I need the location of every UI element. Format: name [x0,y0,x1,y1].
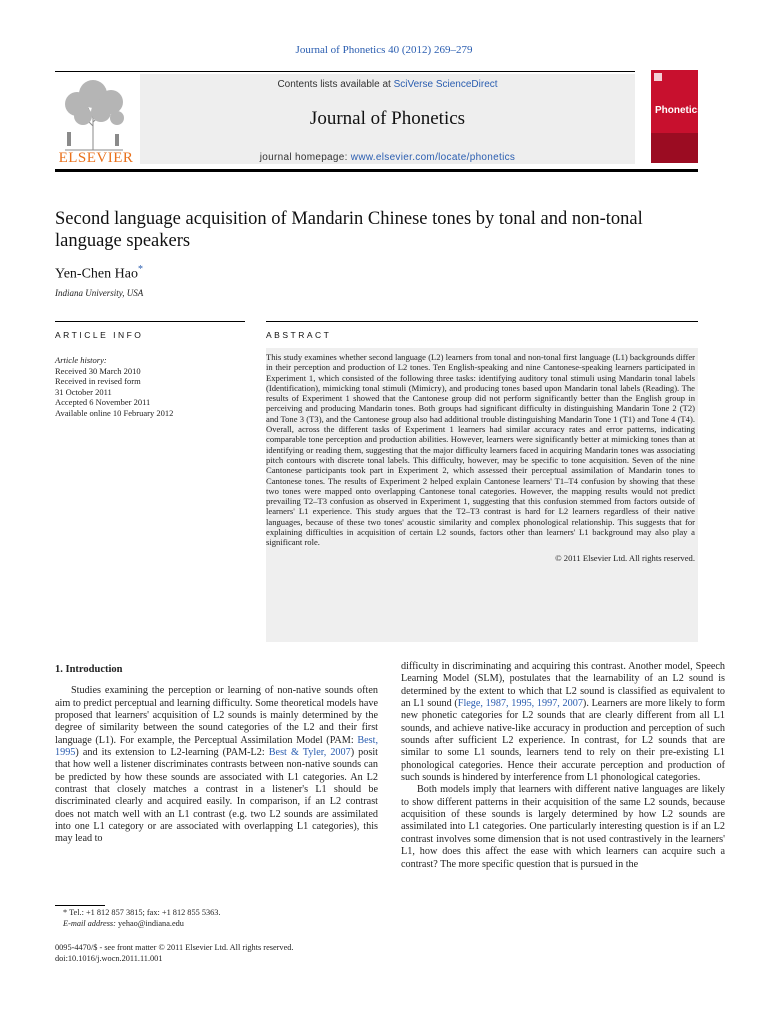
history-line: Accepted 6 November 2011 [55,397,151,407]
page-footer [55,942,293,964]
issn-line: 0095-4470/$ - see front matter © 2011 Elsevier Ltd. All rights reserved. [55,943,294,952]
cover-band [651,133,698,163]
banner-bottom-rule [55,169,698,172]
history-line: 31 October 2011 [55,386,112,397]
journal-title: Journal of Phonetics [309,108,466,129]
article-history [55,355,245,418]
homepage-line [140,152,635,163]
homepage-link[interactable]: www.elsevier.com/locate/phonetics [350,152,516,163]
author-footnote [63,908,221,929]
footnote-tel: * Tel.: +1 812 857 3815; fax: +1 812 855 5363. [63,908,221,917]
text-run: difficulty in discriminating and acquiring this contrast. Another model, Speech Learning Model (SLM), postulates that the learnability of an L2 sound is determined by the extent to which that L2 sound is classified as equivalent to an L1 sound ( [401,661,725,710]
citation-link[interactable]: Flege, 1987, 1995, 1997, 2007 [457,698,583,710]
footnote-rule [55,905,105,906]
sciencedirect-link[interactable]: SciVerse ScienceDirect [393,79,498,90]
author-text: Yen-Chen Hao [55,266,138,282]
author-name [55,264,143,283]
paragraph: Both models imply that learners with different native languages are likely to show different patterns in their acquisition of the same L2 sounds, because acquisition of these sounds is largely determined by how L2 sounds are assimilated into L1 categories. One particularly interesting question is if an L2 contrast involves some dimension that is not used contrastively in the learners' L1, how does this affect the ease with which learners can acquire such a contrast? The more specific question that is pursued in the [401,784,725,870]
author-footnote-mark[interactable]: * [137,264,143,275]
history-line: Available online 10 February 2012 [55,407,174,418]
abstract-heading: ABSTRACT [266,330,332,340]
email-address[interactable]: yehao@indiana.edu [118,918,184,928]
article-info-heading: ARTICLE INFO [55,330,144,340]
contents-line [140,79,635,90]
copyright: © 2011 Elsevier Ltd. All rights reserved. [555,552,695,563]
cover-logo-icon [654,73,662,81]
journal-reference[interactable]: Journal of Phonetics 40 (2012) 269–279 [295,44,473,56]
section-heading: 1. Introduction [55,664,123,675]
history-line: Received in revised form [55,376,141,386]
banner-center [140,74,635,164]
homepage-prefix: journal homepage: [259,152,351,163]
abstract-box [266,348,698,642]
cover-title: Phonetics [655,105,703,116]
citation-link[interactable]: Best & Tyler, 2007 [268,747,351,759]
contents-prefix: Contents lists available at [277,79,394,90]
body-column-left [55,664,378,846]
paper-title: Second language acquisition of Mandarin Chinese tones by tonal and non-tonal language speakers [55,209,643,251]
body-column-right [401,661,725,871]
journal-banner [55,72,635,167]
email-label: E-mail address: [63,918,118,928]
history-label: Article history: [55,355,107,365]
text-run: ). Learners are more likely to form new phonetic categories for L2 sounds that are clearly different from all L1 sounds, and achieve native-like accuracy in production and perception of such sounds after sufficient L2 experience. In contrast, for L2 sounds that are similar to some L1 sounds, learners tend to rely on their pre-existing L1 phonological categories. Hence their accurate perception and production of such sounds is hindered by interference from L1 phonological categories. [401,698,725,784]
elsevier-tree-logo-icon [55,74,133,152]
citation-link[interactable]: Best, 1995 [55,734,378,759]
doi-line[interactable]: doi:10.1016/j.wocn.2011.11.001 [55,954,163,963]
paragraph [401,661,725,784]
text-run: ) and its extension to L2-learning (PAM-L2: [75,747,269,759]
affiliation: Indiana University, USA [55,288,144,298]
history-line: Received 30 March 2010 [55,365,141,376]
journal-cover [651,70,703,163]
text-run: ) posit that how well a listener discriminates contrasts between non-native sounds can be predicted by how these sounds are associated with L1 categories. An L2 contrast that closely matches a contrast in a listener's L1 should be discriminated clearly and acquired easily. In comparison, if an L2 contrast does not match well with an L1 contrast (e.g. two L2 sounds are assimilated into one L1 category or are associated with overlapping L1 categories), this may lead to [55,747,378,845]
footnote-email-line [63,919,221,930]
paragraph [55,685,378,845]
elsevier-wordmark: ELSEVIER [58,150,134,166]
article-info-rule [55,321,245,322]
abstract-text: This study examines whether second language (L2) learners from tonal and non-tonal first language (L1) backgrounds differ in their perception and production of L2 tones. Ten English-speaking and nine Cantonese-speaking learners participated in Experiment 1, which consisted of the following three tasks: identifying auditory tonal stimuli using Mandarin tonal labels (Identification), mimicking tonal stimuli (Mimicry), and producing tones based upon Mandarin tonal labels (Reading). The results of Experiment 1 showed that the Cantonese group did not perform significantly better than the English group in perceiving and producing Mandarin tones. Both groups had significant difficulty in distinguishing Mandarin Tone 2 (T2) and Tone 3 (T3), and the Cantonese group also had additional trouble distinguishing Mandarin Tone 1 (T1) and Tone 4 (T4). Overall, across the different tasks of Experiment 1 learners had similar accuracy rates and error patterns, indicating comparable tone perception and production abilities. However, learners were significantly better at mimicking tones than at identifying or reading them, suggesting that the major difficulty learners faced in acquiring Mandarin tones was associating pitch contours with discrete tonal labels. This difficulty, however, may be specific to tone acquisition. Seven of the nine Cantonese participants took part in Experiment 2, which assessed their perceptual assimilation of Mandarin tones to Cantonese tones. The results of Experiment 2 helped explain Cantonese learners' T1–T4 confusion by showing that these two tones were mapped onto overlapping Cantonese tonal categories. However, the mapping results would not predict prevailing T2–T3 confusion as observed in Experiment 1, suggesting that this confusion stemmed from factors outside of learners' L1 experience. This study argues that the T2–T3 contrast is hard for L2 learners regardless of their native languages, because of these two tones' acoustic similarity and complex phonological relationship. This suggests that for explaining difficulties in acquisition of certain L2 sounds, factors other than learners' L1 background may also play a significant role. [266,352,695,548]
abstract-rule [266,321,698,322]
text-run: Studies examining the perception or learning of non-native sounds often aim to predict perceptual and learning difficulty. Some theoretical models have proposed that learners' acquisition of L2 sounds is mainly determined by the degree of similarity between the sound categories of the L2 and their first language (L1). For example, the Perceptual Assimilation Model (PAM: [55,685,378,746]
